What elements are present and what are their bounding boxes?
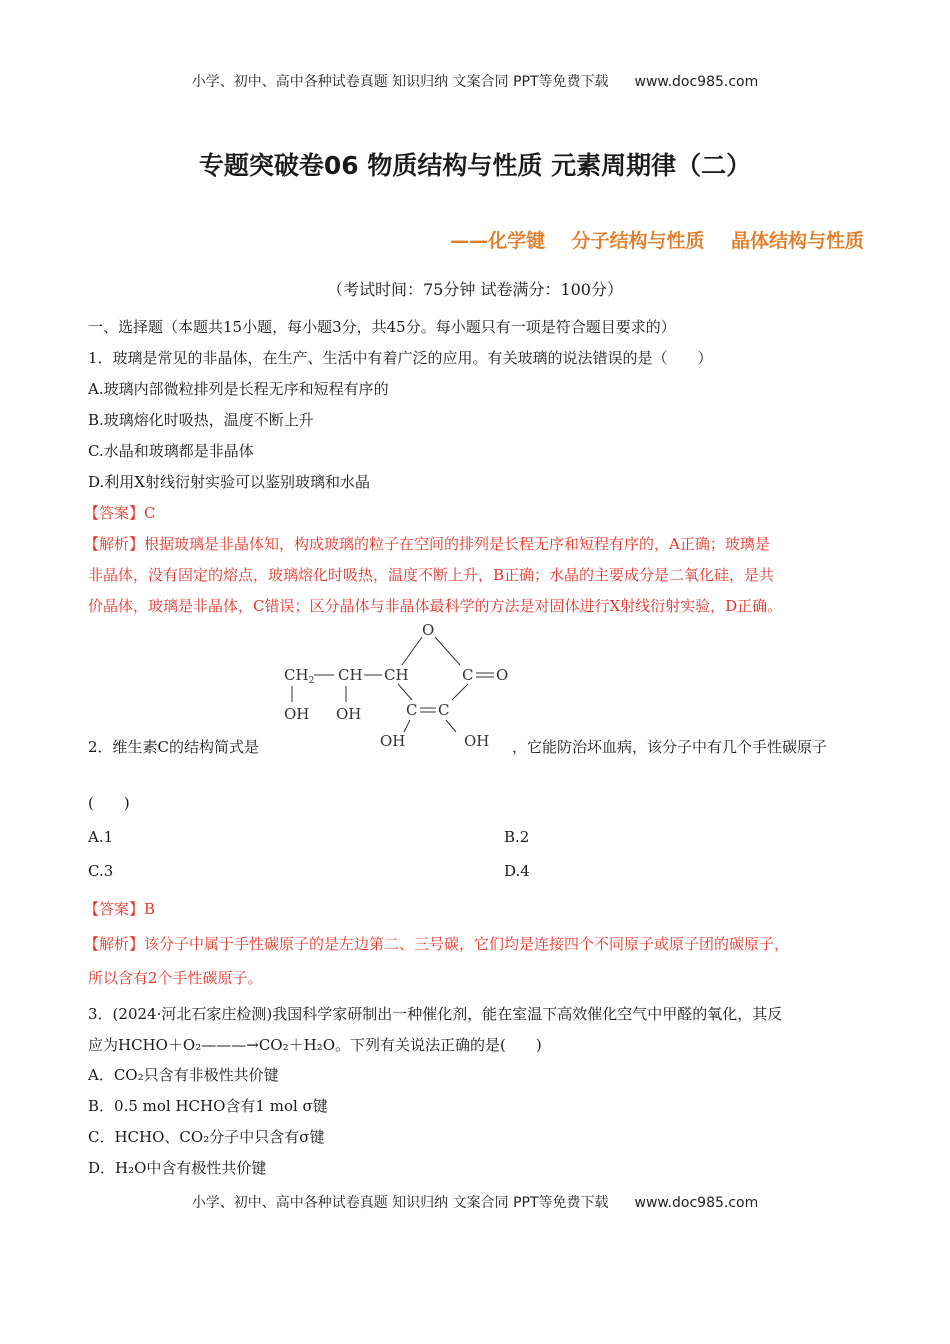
formula-oh-4: OH (464, 732, 490, 750)
q2-paren: ( ) (88, 794, 130, 812)
q2-analysis-line-1 (84, 933, 789, 954)
q1-option-d: D.利用X射线衍射实验可以鉴别玻璃和水晶 (88, 473, 370, 491)
page-header (0, 71, 950, 91)
formula-oh-2: OH (336, 705, 362, 723)
q2-analysis-text-1: 该分子中属于手性碳原子的是左边第二、三号碳，它们均是连接四个不同原子或原子团的碳原子， (144, 935, 790, 953)
q2-option-c: C.3 (88, 862, 114, 880)
q2-answer-tag: 【答案】 (84, 900, 145, 918)
q1-answer-value: C (144, 504, 156, 522)
q2-analysis-tag: 【解析】 (84, 935, 145, 953)
q3-stem-line-1: 3．(2024·河北石家庄检测)我国科学家研制出一种催化剂，能在室温下高效催化空气中甲醛的氧化，其反 (88, 1005, 783, 1023)
q1-answer (84, 502, 156, 523)
q1-analysis-line-3: 价晶体，玻璃是非晶体，C错误；区分晶体与非晶体最科学的方法是对固体进行X射线衍射实验，D正确。 (88, 597, 783, 615)
exam-info: （考试时间：75分钟 试卷满分：100分） (327, 280, 623, 299)
q3-option-b: B．0.5 mol HCHO含有1 mol σ键 (88, 1097, 328, 1115)
q1-analysis-line-1 (84, 533, 770, 554)
q3-option-d: D．H₂O中含有极性共价键 (88, 1159, 267, 1177)
formula-ch-ring: CH (384, 666, 409, 684)
footer-url[interactable]: www.doc985.com (634, 1195, 759, 1211)
q2-option-d: D.4 (504, 862, 530, 880)
q1-option-b: B.玻璃熔化时吸热，温度不断上升 (88, 411, 314, 429)
formula-c-carbonyl: C (462, 666, 474, 684)
footer-text: 小学、初中、高中各种试卷真题 知识归纳 文案合同 PPT等免费下载 (191, 1195, 609, 1211)
q1-analysis-text-1: 根据玻璃是非晶体知，构成玻璃的粒子在空间的排列是长程无序和短程有序的，A正确；玻璃是 (144, 535, 770, 553)
header-text: 小学、初中、高中各种试卷真题 知识归纳 文案合同 PPT等免费下载 (191, 74, 609, 90)
q1-answer-tag: 【答案】 (84, 504, 145, 522)
q2-option-a: A.1 (88, 828, 114, 846)
q1-analysis-tag: 【解析】 (84, 535, 145, 553)
q3-stem-line-2: 应为HCHO＋O₂———→CO₂＋H₂O。下列有关说法正确的是( ) (88, 1036, 542, 1054)
section-heading: 一、选择题（本题共15小题，每小题3分，共45分。每小题只有一项是符合题目要求的） (88, 318, 676, 336)
vitamin-c-structure-formula (280, 620, 520, 752)
formula-o-carbonyl: O (496, 666, 509, 684)
formula-ch2: $CH_2$ (284, 666, 315, 686)
q3-option-a: A．CO₂只含有非极性共价键 (88, 1066, 279, 1084)
q1-option-a: A.玻璃内部微粒排列是长程无序和短程有序的 (88, 380, 389, 398)
q2-stem-pre: 2．维生素C的结构简式是 (88, 738, 260, 756)
formula-c-right: C (438, 701, 450, 719)
q3-option-c: C．HCHO、CO₂分子中只含有σ键 (88, 1128, 325, 1146)
q1-analysis-line-2: 非晶体，没有固定的熔点，玻璃熔化时吸热，温度不断上升，B正确；水晶的主要成分是二氧化硅，是共 (88, 566, 775, 584)
q1-option-c: C.水晶和玻璃都是非晶体 (88, 442, 254, 460)
header-url[interactable]: www.doc985.com (634, 74, 759, 90)
page-subtitle: ——化学键 分子结构与性质 晶体结构与性质 (450, 230, 864, 252)
page-footer (0, 1192, 950, 1212)
q2-stem-post: ，它能防治坏血病，该分子中有几个手性碳原子 (512, 738, 828, 756)
q1-stem: 1．玻璃是常见的非晶体，在生产、生活中有着广泛的应用。有关玻璃的说法错误的是（ ） (88, 349, 713, 367)
formula-ch: CH (338, 666, 363, 684)
formula-o-ring: O (422, 621, 435, 639)
formula-oh-1: OH (284, 705, 310, 723)
page-title: 专题突破卷06 物质结构与性质 元素周期律（二） (198, 151, 752, 180)
q2-answer (84, 898, 155, 919)
q2-answer-value: B (144, 900, 156, 918)
formula-oh-3: OH (380, 732, 406, 750)
formula-c-left: C (406, 701, 418, 719)
q2-option-b: B.2 (504, 828, 530, 846)
q2-analysis-line-2: 所以含有2个手性碳原子。 (88, 969, 263, 987)
